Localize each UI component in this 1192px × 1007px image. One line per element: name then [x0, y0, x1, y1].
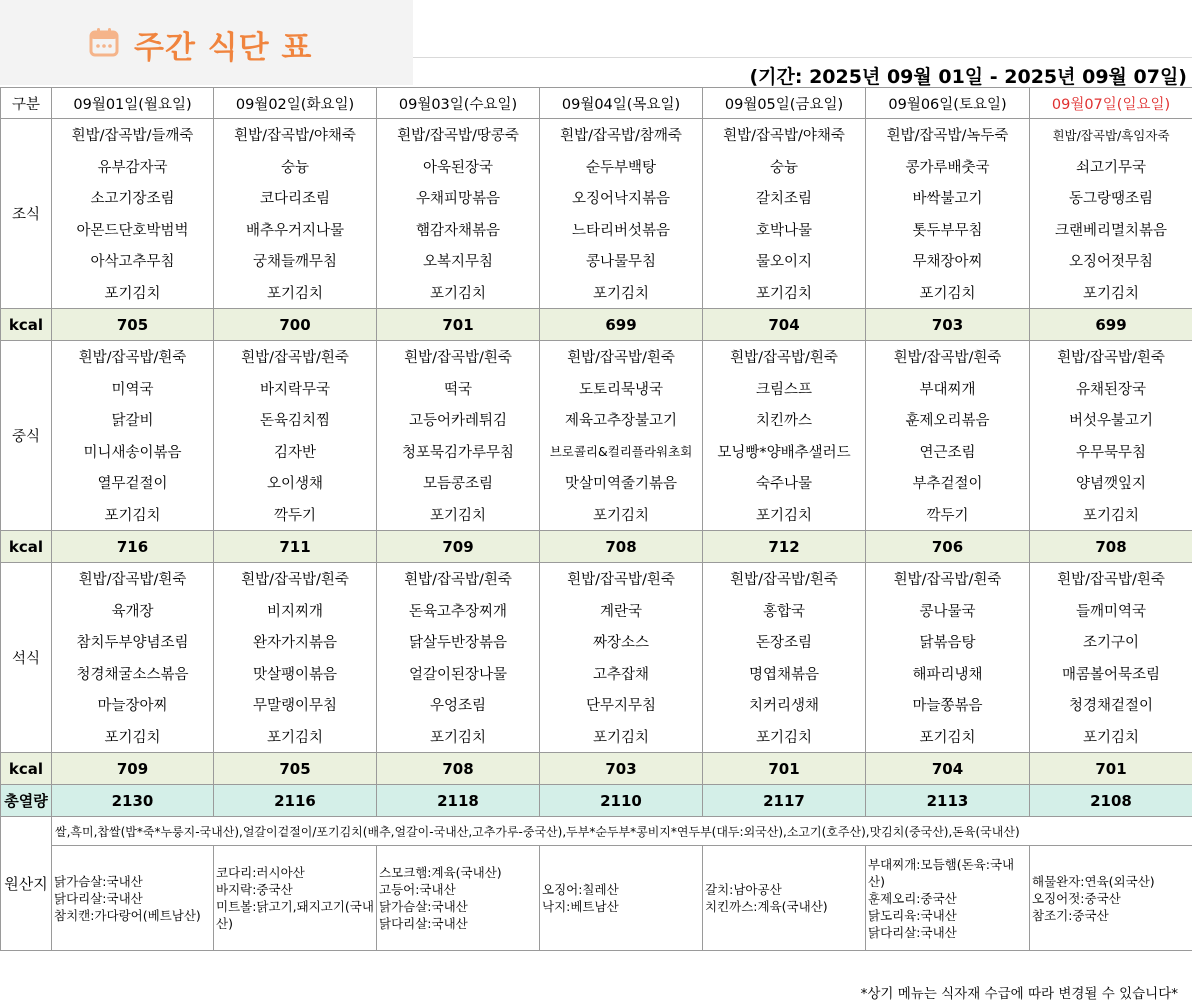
menu-cell: 흰밥/잡곡밥/흰죽: [52, 563, 214, 595]
menu-cell: 돈장조림: [703, 626, 866, 658]
menu-cell: 조기구이: [1030, 626, 1192, 658]
menu-cell: 단무지무침: [540, 689, 703, 721]
menu-cell: 흰밥/잡곡밥/흰죽: [1030, 341, 1192, 373]
total-label: 총열량: [1, 785, 52, 817]
kcal-value: 709: [377, 531, 540, 563]
origin-line: 닭다리살:국내산: [54, 890, 143, 906]
kcal-label: kcal: [1, 753, 52, 785]
menu-cell: 흰밥/잡곡밥/흰죽: [703, 341, 866, 373]
day-header-sunday: 09월07일(일요일): [1030, 88, 1192, 119]
menu-cell: 비지찌개: [214, 595, 377, 627]
menu-row: [1, 119, 1192, 151]
menu-cell: 포기김치: [377, 277, 540, 309]
menu-cell: 오징어낙지볶음: [540, 182, 703, 214]
title-banner: [0, 0, 413, 85]
menu-row: [1, 404, 1192, 436]
menu-cell: 청경채굴소스볶음: [52, 658, 214, 690]
origin-line: 닭도리육:국내산: [868, 907, 957, 923]
menu-cell: 치킨까스: [703, 404, 866, 436]
kcal-value: 709: [52, 753, 214, 785]
origin-cell: [377, 846, 540, 951]
menu-cell: 훈제오리볶음: [866, 404, 1030, 436]
menu-row: [1, 277, 1192, 309]
page-title: 주간 식단 표: [134, 30, 313, 66]
day-header: 09월04일(목요일): [540, 88, 703, 119]
kcal-value: 703: [540, 753, 703, 785]
calendar-icon: [88, 26, 120, 58]
menu-cell: 바싹불고기: [866, 182, 1030, 214]
menu-cell: 우채피망볶음: [377, 182, 540, 214]
day-header: 09월01일(월요일): [52, 88, 214, 119]
menu-cell: 매콤볼어묵조림: [1030, 658, 1192, 690]
menu-cell: 흰밥/잡곡밥/흰죽: [214, 563, 377, 595]
kcal-value: 703: [866, 309, 1030, 341]
menu-cell: 흰밥/잡곡밥/흑임자죽: [1030, 119, 1192, 151]
menu-row: [1, 182, 1192, 214]
menu-cell: 김자반: [214, 436, 377, 468]
menu-cell: 포기김치: [703, 499, 866, 531]
origin-common: 쌀,흑미,찹쌀(밥*죽*누룽지-국내산),얼갈이겉절이/포기김치(배추,얼갈이-국내산,고추가루-중국산),두부*순두부*콩비지*연두부(대두:외국산),소고기(호주산),맛김치(중국산),돈육(국내산): [52, 817, 1192, 846]
kcal-value: 700: [214, 309, 377, 341]
menu-cell: 흰밥/잡곡밥/흰죽: [52, 341, 214, 373]
menu-cell: 포기김치: [540, 277, 703, 309]
menu-cell: 흰밥/잡곡밥/흰죽: [1030, 563, 1192, 595]
divider: [413, 57, 1192, 58]
menu-row: [1, 245, 1192, 277]
menu-cell: 흰밥/잡곡밥/녹두죽: [866, 119, 1030, 151]
menu-row: [1, 689, 1192, 721]
origin-cell: [1030, 846, 1192, 951]
menu-cell: 모듬콩조림: [377, 467, 540, 499]
kcal-value: 699: [540, 309, 703, 341]
menu-cell: 유채된장국: [1030, 373, 1192, 405]
menu-cell: 포기김치: [377, 499, 540, 531]
kcal-label: kcal: [1, 531, 52, 563]
menu-cell: 궁채들깨무침: [214, 245, 377, 277]
menu-cell: 포기김치: [377, 721, 540, 753]
menu-cell: 콩가루배춧국: [866, 151, 1030, 183]
origin-line: 치킨까스:계육(국내산): [705, 899, 828, 914]
origin-line: 참치캔:가다랑어(베트남산): [54, 907, 201, 923]
menu-cell: 포기김치: [703, 721, 866, 753]
menu-cell: 모닝빵*양배추샐러드: [703, 436, 866, 468]
menu-cell: 물오이지: [703, 245, 866, 277]
kcal-value: 712: [703, 531, 866, 563]
menu-cell: 배추우거지나물: [214, 214, 377, 246]
origin-line: 스모크햄:계육(국내산): [379, 865, 502, 880]
menu-cell: 열무겉절이: [52, 467, 214, 499]
total-value: 2118: [377, 785, 540, 817]
origin-cell: [703, 846, 866, 951]
menu-cell: 마늘장아찌: [52, 689, 214, 721]
menu-cell: 양념깻잎지: [1030, 467, 1192, 499]
column-label: 구분: [1, 88, 52, 119]
menu-cell: 흰밥/잡곡밥/들깨죽: [52, 119, 214, 151]
menu-cell: 포기김치: [540, 721, 703, 753]
menu-cell: 아욱된장국: [377, 151, 540, 183]
origin-line: 훈제오리:중국산: [868, 890, 957, 906]
origin-line: 해물완자:연육(외국산): [1032, 873, 1155, 889]
origin-line: 참조기:중국산: [1032, 907, 1109, 923]
menu-cell: 깍두기: [866, 499, 1030, 531]
menu-cell: 참치두부양념조림: [52, 626, 214, 658]
origin-line: 미트볼:닭고기,돼지고기(국내산): [216, 899, 374, 931]
menu-cell: 육개장: [52, 595, 214, 627]
menu-cell: 미니새송이볶음: [52, 436, 214, 468]
total-value: 2113: [866, 785, 1030, 817]
menu-cell: 순두부백탕: [540, 151, 703, 183]
kcal-value: 705: [52, 309, 214, 341]
menu-cell: 흰밥/잡곡밥/흰죽: [866, 341, 1030, 373]
day-header: 09월06일(토요일): [866, 88, 1030, 119]
origin-line: 부대찌개:모듬햄(돈육:국내산): [868, 856, 1015, 889]
kcal-value: 705: [214, 753, 377, 785]
menu-cell: 얼갈이된장나물: [377, 658, 540, 690]
menu-cell: 숭늉: [703, 151, 866, 183]
menu-cell: 흰밥/잡곡밥/흰죽: [377, 563, 540, 595]
menu-cell: 흰밥/잡곡밥/흰죽: [377, 341, 540, 373]
origin-line: 바지락:중국산: [216, 882, 293, 897]
menu-cell: 햄감자채볶음: [377, 214, 540, 246]
origin-common-row: [1, 817, 1192, 846]
meal-label: 조식: [1, 119, 52, 309]
total-value: 2110: [540, 785, 703, 817]
menu-cell: 명엽채볶음: [703, 658, 866, 690]
menu-cell: 마늘쫑볶음: [866, 689, 1030, 721]
menu-row: [1, 499, 1192, 531]
origin-line: 닭다리살:국내산: [868, 924, 957, 940]
menu-cell: 부추겉절이: [866, 467, 1030, 499]
kcal-value: 704: [866, 753, 1030, 785]
menu-cell: 돈육김치찜: [214, 404, 377, 436]
menu-cell: 우엉조림: [377, 689, 540, 721]
menu-cell: 포기김치: [214, 277, 377, 309]
menu-cell: 닭살두반장볶음: [377, 626, 540, 658]
menu-row: [1, 658, 1192, 690]
origin-cell: [52, 846, 214, 951]
total-row: [1, 785, 1192, 817]
menu-row: [1, 467, 1192, 499]
menu-cell: 고추잡채: [540, 658, 703, 690]
menu-cell: 톳두부무침: [866, 214, 1030, 246]
menu-cell: 크랜베리멸치볶음: [1030, 214, 1192, 246]
menu-cell: 맛살미역줄기볶음: [540, 467, 703, 499]
menu-cell: 제육고추장불고기: [540, 404, 703, 436]
menu-cell: 콩나물국: [866, 595, 1030, 627]
origin-line: 오징어젓:중국산: [1032, 890, 1121, 906]
kcal-row: [1, 753, 1192, 785]
menu-cell: 흰밥/잡곡밥/땅콩죽: [377, 119, 540, 151]
menu-row: [1, 373, 1192, 405]
origin-line: 오징어:칠레산: [542, 882, 619, 897]
menu-cell: 연근조림: [866, 436, 1030, 468]
origin-line: 코다리:러시아산: [216, 865, 305, 880]
menu-cell: 숙주나물: [703, 467, 866, 499]
menu-row: [1, 721, 1192, 753]
menu-cell: 포기김치: [1030, 277, 1192, 309]
total-value: 2130: [52, 785, 214, 817]
menu-cell: 포기김치: [866, 721, 1030, 753]
menu-cell: 흰밥/잡곡밥/흰죽: [214, 341, 377, 373]
menu-cell: 콩나물무침: [540, 245, 703, 277]
menu-cell: 바지락무국: [214, 373, 377, 405]
kcal-value: 704: [703, 309, 866, 341]
menu-cell: 포기김치: [866, 277, 1030, 309]
menu-cell: 흰밥/잡곡밥/흰죽: [540, 341, 703, 373]
meal-label: 석식: [1, 563, 52, 753]
kcal-row: [1, 531, 1192, 563]
menu-cell: 포기김치: [52, 721, 214, 753]
kcal-value: 701: [1030, 753, 1192, 785]
menu-table: [0, 87, 1192, 951]
menu-cell: 부대찌개: [866, 373, 1030, 405]
menu-cell: 흰밥/잡곡밥/흰죽: [703, 563, 866, 595]
menu-cell: 오복지무침: [377, 245, 540, 277]
menu-row: [1, 626, 1192, 658]
kcal-value: 716: [52, 531, 214, 563]
menu-cell: 호박나물: [703, 214, 866, 246]
menu-cell: 포기김치: [52, 277, 214, 309]
kcal-value: 701: [703, 753, 866, 785]
menu-cell: 무채장아찌: [866, 245, 1030, 277]
menu-cell: 소고기장조림: [52, 182, 214, 214]
menu-cell: 갈치조림: [703, 182, 866, 214]
menu-cell: 돈육고추장찌개: [377, 595, 540, 627]
day-header: 09월05일(금요일): [703, 88, 866, 119]
total-value: 2117: [703, 785, 866, 817]
menu-cell: 닭갈비: [52, 404, 214, 436]
menu-cell: 청포묵김가루무침: [377, 436, 540, 468]
kcal-value: 711: [214, 531, 377, 563]
menu-cell: 코다리조림: [214, 182, 377, 214]
menu-cell: 오이생채: [214, 467, 377, 499]
menu-row: [1, 436, 1192, 468]
menu-row: [1, 214, 1192, 246]
menu-cell: 흰밥/잡곡밥/흰죽: [866, 563, 1030, 595]
day-header: 09월02일(화요일): [214, 88, 377, 119]
menu-cell: 해파리냉채: [866, 658, 1030, 690]
menu-cell: 포기김치: [540, 499, 703, 531]
menu-row: [1, 341, 1192, 373]
menu-cell: 포기김치: [703, 277, 866, 309]
menu-cell: 떡국: [377, 373, 540, 405]
kcal-label: kcal: [1, 309, 52, 341]
menu-cell: 계란국: [540, 595, 703, 627]
menu-cell: 완자가지볶음: [214, 626, 377, 658]
origin-line: 닭가슴살:국내산: [54, 873, 143, 889]
menu-cell: 유부감자국: [52, 151, 214, 183]
menu-cell: 오징어젓무침: [1030, 245, 1192, 277]
origin-line: 낙지:베트남산: [542, 899, 619, 914]
menu-cell: 청경채겉절이: [1030, 689, 1192, 721]
header-row: [1, 88, 1192, 119]
total-value: 2116: [214, 785, 377, 817]
footnote: *상기 메뉴는 식자재 수급에 따라 변경될 수 있습니다*: [860, 986, 1178, 1002]
menu-cell: 짜장소스: [540, 626, 703, 658]
menu-cell: 흰밥/잡곡밥/참깨죽: [540, 119, 703, 151]
menu-cell: 미역국: [52, 373, 214, 405]
menu-cell: 홍합국: [703, 595, 866, 627]
menu-cell: 들깨미역국: [1030, 595, 1192, 627]
origin-line: 고등어:국내산: [379, 882, 456, 897]
total-value: 2108: [1030, 785, 1192, 817]
menu-cell: 브로콜리&컬리플라워초회: [540, 436, 703, 468]
menu-cell: 느타리버섯볶음: [540, 214, 703, 246]
kcal-value: 701: [377, 309, 540, 341]
menu-cell: 무말랭이무침: [214, 689, 377, 721]
origin-label: 원산지: [1, 817, 52, 951]
meal-label: 중식: [1, 341, 52, 531]
menu-cell: 맛살팽이볶음: [214, 658, 377, 690]
kcal-value: 708: [540, 531, 703, 563]
menu-row: [1, 595, 1192, 627]
menu-cell: 아삭고추무침: [52, 245, 214, 277]
menu-cell: 흰밥/잡곡밥/야채죽: [703, 119, 866, 151]
origin-cell: [866, 846, 1030, 951]
kcal-value: 708: [377, 753, 540, 785]
menu-cell: 아몬드단호박범벅: [52, 214, 214, 246]
menu-cell: 쇠고기무국: [1030, 151, 1192, 183]
menu-cell: 포기김치: [214, 721, 377, 753]
menu-row: [1, 563, 1192, 595]
kcal-value: 708: [1030, 531, 1192, 563]
menu-cell: 도토리묵냉국: [540, 373, 703, 405]
origin-day-row: [1, 846, 1192, 951]
period-label: (기간: 2025년 09월 01일 - 2025년 09월 07일): [749, 66, 1187, 88]
menu-cell: 우무묵무침: [1030, 436, 1192, 468]
origin-cell: [540, 846, 703, 951]
origin-line: 갈치:남아공산: [705, 882, 782, 897]
kcal-value: 706: [866, 531, 1030, 563]
menu-cell: 버섯우불고기: [1030, 404, 1192, 436]
menu-cell: 닭볶음탕: [866, 626, 1030, 658]
menu-cell: 포기김치: [1030, 499, 1192, 531]
menu-cell: 고등어카레튀김: [377, 404, 540, 436]
origin-line: 닭가슴살:국내산: [379, 899, 468, 914]
menu-cell: 포기김치: [52, 499, 214, 531]
menu-row: [1, 151, 1192, 183]
menu-cell: 동그랑땡조림: [1030, 182, 1192, 214]
menu-cell: 숭늉: [214, 151, 377, 183]
menu-cell: 치커리생채: [703, 689, 866, 721]
kcal-row: [1, 309, 1192, 341]
menu-cell: 흰밥/잡곡밥/야채죽: [214, 119, 377, 151]
menu-cell: 크림스프: [703, 373, 866, 405]
menu-cell: 흰밥/잡곡밥/흰죽: [540, 563, 703, 595]
day-header: 09월03일(수요일): [377, 88, 540, 119]
origin-line: 닭다리살:국내산: [379, 916, 468, 931]
menu-cell: 깍두기: [214, 499, 377, 531]
menu-cell: 포기김치: [1030, 721, 1192, 753]
origin-cell: [214, 846, 377, 951]
kcal-value: 699: [1030, 309, 1192, 341]
